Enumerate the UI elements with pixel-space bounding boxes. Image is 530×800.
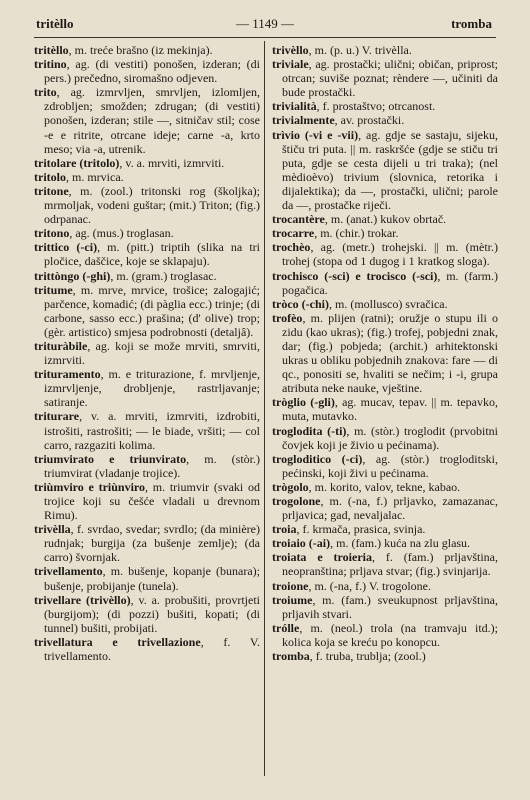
dictionary-entry: trito, ag. izmrvljen, smrvljen, izlomljen, zdrobljen; smožden; zdrugan; (di vestiti) ponošen, izderan; stile —, sitničav stil; cose -e e ritrite, otrcane ideje; carne -a, krto meso; via -a, utrenik. bbox=[34, 85, 260, 156]
dictionary-entry: trocantère, m. (anat.) kukov obrtač. bbox=[272, 212, 447, 227]
dictionary-entry: tròglio (-gli), ag. mucav, tepav. || m. tepavko, muta, mutavko. bbox=[272, 395, 498, 424]
dictionary-entry: trólle, m. (neol.) trola (na tramvaju itd.); kolica koja se kreću po konopcu. bbox=[272, 620, 498, 649]
page-number: — 1149 — bbox=[235, 16, 295, 31]
dictionary-entry: trituràbile, ag. koji se može mrviti, smrviti, izmrviti. bbox=[34, 338, 260, 368]
dictionary-entry: trìvio (-vi e -vii), ag. gdje se sastaju, sijeku, štiču tri puta. || m. raskršće (gdje se stiču tri puta, gdje se cesta dijeli u tri traka); (nel mèdioèvo) trivium (slovnica, retorika i dijalektika); da —, prostački, ulični; parole da —, prostačke riječi. bbox=[272, 127, 498, 213]
dictionary-entry: trituramento, m. e triturazione, f. mrvljenje, izmrvljenje, drobljenje, rastrljavanje; satiranje. bbox=[34, 367, 260, 410]
dictionary-entry: tròco (-chi), m. (mollusco) svračica. bbox=[272, 296, 448, 311]
dictionary-entry: trogloditico (-ci), ag. (stòr.) trogloditski, pećinski, koji živi u pećinama. bbox=[272, 451, 498, 480]
dictionary-entry: trochèo, ag. (metr.) trohejski. || m. (mètr.) trohej (stopa od 1 dugog i 1 kratkog sloga). bbox=[272, 240, 498, 269]
dictionary-entry: tritume, m. mrve, mrvice, trošice; zalogajić; parčence, komadić; (di pàglia ecc.) trinje; (di carbone, sasso ecc.) prašina; (d' olive) trop; (gèr. artistico) smjesa podrobnosti (detaljâ). bbox=[34, 282, 260, 339]
dictionary-entry: troiata e troieria, f. (fam.) prljavština, neopranština; prljava stvar; (fig.) svinjarija. bbox=[272, 550, 498, 579]
dictionary-entry: trocarre, m. (chir.) trokar. bbox=[272, 226, 399, 241]
left-column bbox=[34, 43, 260, 663]
dictionary-entry: trivialità, f. prostaštvo; otrcanost. bbox=[272, 99, 436, 114]
dictionary-entry: troia, f. krmača, prasica, svinja. bbox=[272, 522, 426, 537]
dictionary-entry: trivèlla, f. svrdao, svedar; svrdlo; (da minière) rudnjak; burgija (za bušenje zemlje); (da carro) švornjak. bbox=[34, 522, 260, 565]
header-last-word: tromba bbox=[451, 16, 492, 31]
right-column bbox=[272, 43, 498, 663]
dictionary-entry: tritèllo, m. treće brašno (iz mekinja). bbox=[34, 43, 213, 57]
dictionary-entry: trittico (-ci), m. (pitt.) triptih (slika na tri pločice, daščice, koje se sklapaju). bbox=[34, 240, 260, 269]
dictionary-entry: tritono, ag. (mus.) troglasan. bbox=[34, 226, 174, 241]
dictionary-entry: triturare, v. a. mrviti, izmrviti, izdrobiti, istrošiti, rastrošiti; — le biade, vršiti; — col carro, razgaziti kolima. bbox=[34, 409, 260, 452]
dictionary-entry: trochisco (-sci) e trocisco (-sci), m. (farm.) pogačica. bbox=[272, 268, 498, 297]
column-divider bbox=[264, 41, 265, 776]
dictionary-entry: trivellatura e trivellazione, f. V. trivellamento. bbox=[34, 634, 260, 664]
dictionary-entry: troiume, m. (fam.) sveukupnost prljavština, prljavih stvari. bbox=[272, 592, 498, 621]
header-rule bbox=[34, 37, 496, 38]
dictionary-entry: troiaio (-ai), m. (fam.) kuća na zlu glasu. bbox=[272, 536, 471, 551]
dictionary-entry: triumvirato e triunvirato, m. (stòr.) triumvirat (vladanje trojice). bbox=[34, 451, 260, 480]
dictionary-entry: troione, m. (-na, f.) V. trogolone. bbox=[272, 578, 431, 593]
running-header bbox=[0, 16, 530, 34]
dictionary-entry: trivellamento, m. bušenje, kopanje (bunara); bušenje, probijanje (tunela). bbox=[34, 564, 260, 593]
dictionary-entry: trivèllo, m. (p. u.) V. trivèlla. bbox=[272, 43, 412, 57]
dictionary-entry: trògolo, m. korito, valov, tekne, kabao. bbox=[272, 479, 461, 494]
dictionary-entry: tritino, ag. (di vestiti) ponošen, izderan; (di pers.) prečedno, siromašno odjeven. bbox=[34, 57, 260, 86]
dictionary-entry: tritone, m. (zool.) tritonski rog (školjka); mrmoljak, vodeni guštar; (mit.) Triton; (fig.) odrpanac. bbox=[34, 183, 260, 227]
dictionary-entry: troglodita (-ti), m. (stòr.) troglodit (prvobitni čovjek koji je živio u pećinama). bbox=[272, 423, 498, 452]
header-first-word: tritèllo bbox=[36, 16, 74, 31]
dictionary-entry: tritolare (tritolo), v. a. mrviti, izmrviti. bbox=[34, 155, 225, 170]
dictionary-entry: trivellare (trivèllo), v. a. probušiti, provrtjeti (burgijom); (di pozzi) bušiti, kopati; (di tunnel) bušiti, probijati. bbox=[34, 592, 260, 635]
dictionary-entry: triviale, ag. prostački; ulični; običan, priprost; otrcan; suviše poznat; rèndere —, učiniti da bude prostački. bbox=[272, 57, 498, 100]
dictionary-entry: triùmviro e triùnviro, m. triumvir (svaki od trojice koji su češće vladali u drevnom Rimu). bbox=[34, 479, 260, 523]
dictionary-entry: trogolone, m. (-na, f.) prljavko, zamazanac, prljavica; gad, nevaljalac. bbox=[272, 494, 498, 523]
dictionary-entry: tromba, f. truba, trublja; (zool.) bbox=[272, 649, 426, 664]
dictionary-entry: tritolo, m. mrvica. bbox=[34, 169, 124, 184]
dictionary-entry: trofèo, m. plijen (ratni); oružje o stupu ili o zidu (kao ukras); (fig.) trofej, pobjedni znak, dar; (fig.) pobjeda; (archit.) arhitektonski ukras u obliku pobjednih znakova: fare — di qc., ponositi se, hvaliti se nečim; i -i, grupa atributa neke nauke, vještine. bbox=[272, 310, 498, 396]
dictionary-entry: trivialmente, av. prostački. bbox=[272, 113, 405, 128]
dictionary-entry: trittòngo (-ghi), m. (gram.) troglasac. bbox=[34, 268, 217, 283]
